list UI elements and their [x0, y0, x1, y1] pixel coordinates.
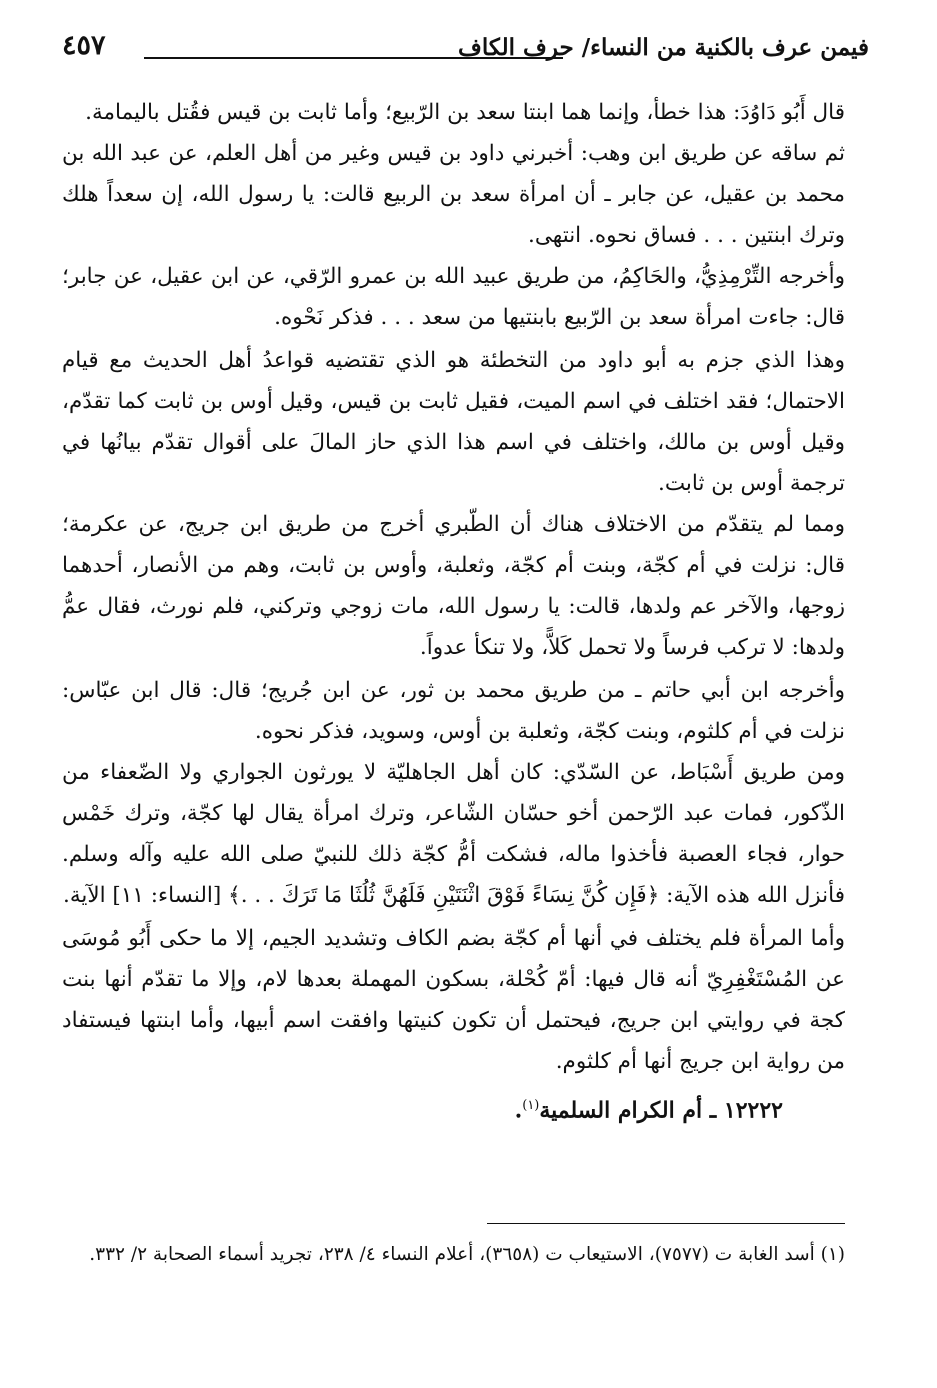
page-header	[62, 30, 869, 70]
header-rule	[144, 57, 563, 59]
entry-title-text: ١٢٢٢٢ ـ أم الكرام السلمية	[539, 1097, 783, 1124]
paragraph: وأخرجه ابن أبي حاتم ـ من طريق محمد بن ثور، عن ابن جُريج؛ قال: قال ابن عبّاس: نزلت في أم كلثوم، وبنت كجّة، وثعلبة بن أوس، وسويد، فذكر نحوه.	[62, 678, 845, 744]
footnote: (١) أسد الغابة ت (٧٥٧٧)، الاستيعاب ت (٣٦٥٨)، أعلام النساء ٤/ ٢٣٨، تجريد أسماء الصحابة ٢/ ٣٣٢.	[89, 1244, 845, 1265]
entry-title-end: .	[514, 1097, 523, 1124]
paragraph: ومما لم يتقدّم من الاختلاف هناك أن الطّبري أخرج من طريق ابن جريج، عن عكرمة؛ قال: نزلت في أم كجّة، وبنت أم كجّة، وثعلبة، وأوس بن ثابت، وهم من الأنصار، أحدهما زوجها، والآخر عم ولدها، قالت: يا رسول الله، مات زوجي وتركني، فلم نورث، فقال عمُّ ولدها: لا تركب فرساً ولا تحمل كَلاًّ، ولا تنكأ عدواً.	[62, 512, 845, 660]
entry-title	[62, 1084, 845, 1132]
paragraph: ومن طريق أَسْبَاط، عن السّدّي: كان أهل الجاهليّة لا يورثون الجواري ولا الضّعفاء من الذّكور، فمات عبد الرّحمن أخو حسّان الشّاعر، وترك امرأة يقال لها كجّة، وترك خَمْس حوار، فجاء العصبة فأخذوا ماله، فشكت أمُّ كجّة ذلك للنبيّ صلى الله عليه وآله وسلم. فأنزل الله هذه الآية: ﴿فَإِن كُنَّ نِسَاءً فَوْقَ اثْنَتَيْنِ فَلَهُنَّ ثُلُثَا مَا تَرَكَ . . .﴾ [النساء: ١١] الآية.	[62, 760, 845, 908]
main-text	[62, 92, 845, 1132]
paragraph: وأما المرأة فلم يختلف في أنها أم كجّة بضم الكاف وتشديد الجيم، إلا ما حكى أَبُو مُوسَى عن المُسْتَغْفِرِيّ أنه قال فيها: أمّ كُحْلة، بسكون المهملة بعدها لام، وإلا ما تقدّم أنها بنت كجة في روايتي ابن جريج، فيحتمل أن تكون كنيتها وافقت اسم أبيها، وأما ابنتها فيستفاد من رواية ابن جريج أنها أم كلثوم.	[62, 926, 845, 1074]
footnote-rule	[487, 1223, 845, 1224]
footnote-ref: (١)	[522, 1098, 540, 1113]
running-head: فيمن عرف بالكنية من النساء/ حرف الكاف	[458, 34, 869, 61]
paragraph: وأخرجه التِّرْمِذِيُّ، والحَاكِمُ، من طريق عبيد الله بن عمرو الرّقي، عن ابن عقيل، عن جابر؛ قال: جاءت امرأة سعد بن الرّبيع بابنتيها من سعد . . . فذكر نَحْوه.	[62, 264, 845, 330]
page-number: ٤٥٧	[62, 30, 106, 61]
paragraph: قال أَبُو دَاوُدَ: هذا خطأ، وإنما هما ابنتا سعد بن الرّبيع؛ وأما ثابت بن قيس فقُتل باليمامة.	[85, 100, 845, 125]
paragraph: وهذا الذي جزم به أبو داود من التخطئة هو الذي تقتضيه قواعدُ أهل الحديث مع قيام الاحتمال؛ فقد اختلف في اسم الميت، فقيل ثابت بن قيس، وقيل أوس بن ثابت كما تقدّم، وقيل أوس بن مالك، واختلف في اسم هذا الذي حاز المالَ على أقوال تقدّم بيانُها في ترجمة أوس بن ثابت.	[62, 348, 846, 496]
paragraph: ثم ساقه عن طريق ابن وهب: أخبرني داود بن قيس وغير من أهل العلم، عن عبد الله بن محمد بن عقيل، عن جابر ـ أن امرأة سعد بن الربيع قالت: يا رسول الله، إن سعداً هلك وترك ابنتين . . . فساق نحوه. انتهى.	[62, 141, 845, 248]
